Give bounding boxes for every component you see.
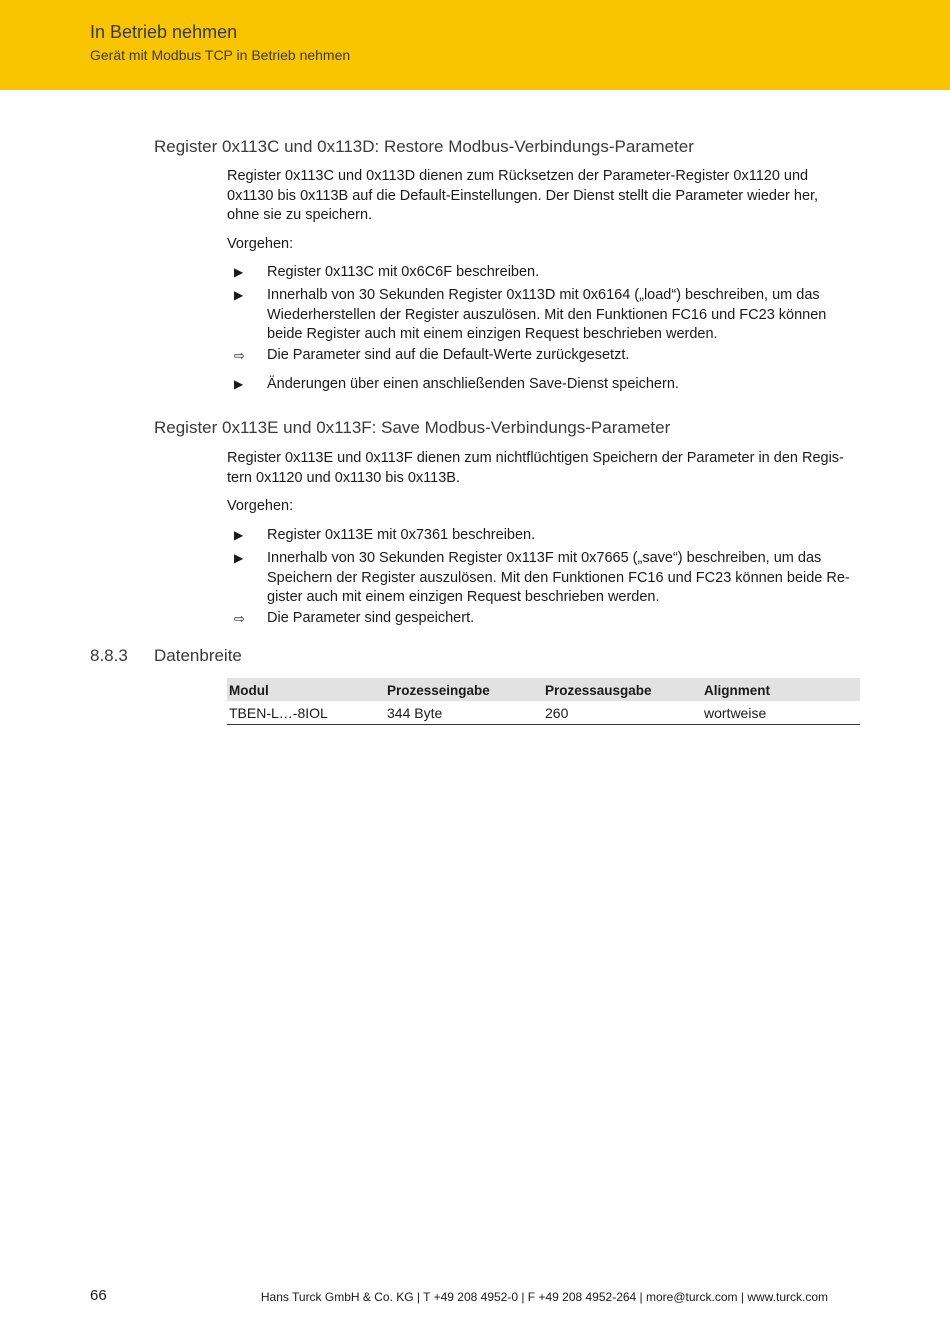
hollow-arrow-right-icon: ⇨: [234, 611, 245, 626]
restore-step-2: [267, 286, 859, 345]
header-title: In Betrieb nehmen: [90, 22, 238, 42]
save-procedure-label: Vorgehen:: [227, 498, 294, 514]
triangle-right-icon: ▶: [234, 265, 244, 279]
restore-intro-line: Register 0x113C und 0x113D dienen zum Rücksetzen der Parameter-Register 0x1120 und: [227, 168, 809, 184]
table-cell: 260: [543, 701, 702, 725]
table-header-cell: Modul: [227, 678, 385, 701]
save-result: Die Parameter sind gespeichert.: [267, 610, 475, 626]
save-step-1: Register 0x113E mit 0x7361 beschreiben.: [267, 527, 536, 543]
save-step-2: [267, 549, 859, 608]
restore-intro: [227, 167, 859, 226]
datenbreite-heading: [90, 646, 242, 666]
save-heading: Register 0x113E und 0x113F: Save Modbus-Verbindungs-Parameter: [154, 418, 671, 437]
datenbreite-table: [227, 678, 860, 725]
restore-intro-line: 0x1130 bis 0x113B auf die Default-Einstellungen. Der Dienst stellt die Parameter wieder her,: [227, 187, 819, 204]
triangle-right-icon: ▶: [234, 528, 244, 542]
save-step-2-line: gister auch mit einem einzigen Request beschrieben werden.: [267, 589, 660, 605]
hollow-arrow-right-icon: ⇨: [234, 348, 245, 363]
restore-step-2-line: Wiederherstellen der Register auszulösen. Mit den Funktionen FC16 und FC23 können: [267, 306, 827, 323]
restore-result: Die Parameter sind auf die Default-Werte zurückgesetzt.: [267, 347, 630, 363]
table-row: [227, 701, 860, 725]
page-header: [0, 0, 950, 90]
restore-step-1: Register 0x113C mit 0x6C6F beschreiben.: [267, 264, 540, 280]
save-intro-line: tern 0x1120 und 0x1130 bis 0x113B.: [227, 469, 460, 486]
section-number: 8.8.3: [90, 646, 128, 665]
restore-step-3: Änderungen über einen anschließenden Save-Dienst speichern.: [267, 376, 679, 392]
save-step-2-line: Innerhalb von 30 Sekunden Register 0x113F mit 0x7665 („save“) beschreiben, um das: [267, 550, 822, 566]
table-cell: wortweise: [702, 701, 860, 725]
table-cell: TBEN-L…-8IOL: [227, 701, 385, 725]
section-title: Datenbreite: [154, 646, 242, 665]
restore-step-2-line: beide Register auch mit einem einzigen Request beschrieben werden.: [267, 326, 718, 342]
table-header-row: [227, 678, 860, 701]
restore-heading: Register 0x113C und 0x113D: Restore Modbus-Verbindungs-Parameter: [154, 137, 694, 156]
restore-procedure-label: Vorgehen:: [227, 236, 294, 252]
table-header-cell: Prozesseingabe: [385, 678, 543, 701]
restore-intro-line: ohne sie zu speichern.: [227, 207, 373, 223]
footer-contact: Hans Turck GmbH & Co. KG | T +49 208 4952-0 | F +49 208 4952-264 | more@turck.com | www.turck.com: [260, 1290, 828, 1304]
save-intro: [227, 449, 859, 488]
triangle-right-icon: ▶: [234, 288, 244, 302]
header-subtitle: Gerät mit Modbus TCP in Betrieb nehmen: [90, 47, 351, 63]
table-header-cell: Prozessausgabe: [543, 678, 702, 701]
table-cell: 344 Byte: [385, 701, 543, 725]
triangle-right-icon: ▶: [234, 551, 244, 565]
save-intro-line: Register 0x113E und 0x113F dienen zum nichtflüchtigen Speichern der Parameter in den Regis-: [227, 450, 844, 466]
table-header-cell: Alignment: [702, 678, 860, 701]
save-step-2-line: Speichern der Register auszulösen. Mit den Funktionen FC16 und FC23 können beide Re-: [267, 569, 850, 586]
triangle-right-icon: ▶: [234, 377, 244, 391]
restore-step-2-line: Innerhalb von 30 Sekunden Register 0x113D mit 0x6164 („load“) beschreiben, um das: [267, 287, 820, 303]
page-number: 66: [90, 1287, 107, 1304]
